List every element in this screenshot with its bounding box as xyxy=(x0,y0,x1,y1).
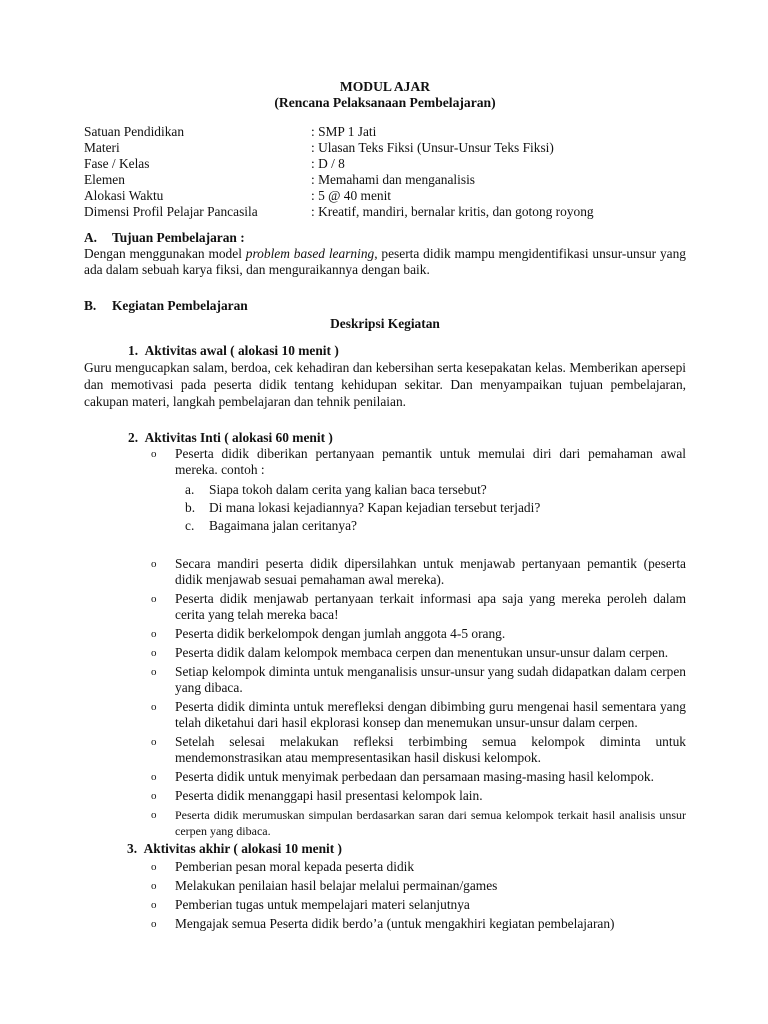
question-item xyxy=(84,517,686,535)
activity-core-steps xyxy=(84,556,686,839)
list-item-text: Pemberian pesan moral kepada peserta didik xyxy=(175,859,415,874)
list-item-text: Setiap kelompok diminta untuk menganalisis unsur-unsur yang sudah didapatkan dalam cerpen yang dibaca. xyxy=(175,664,686,695)
question-item xyxy=(84,499,686,517)
document-title: MODUL AJAR xyxy=(339,79,431,94)
activity-core-heading xyxy=(84,430,686,446)
activity-opening-text: Guru mengucapkan salam, berdoa, cek kehadiran dan kebersihan serta kesepakatan kelas. Memberikan apersepi dan memotivasi pada peserta didik tentang kehidupan sekitar. Dan menyampaikan tujuan pembelajaran, cakupan materi, langkah pembelajaran dan tehnik penilaian. xyxy=(84,360,686,409)
list-item xyxy=(84,769,686,785)
list-item-text: Secara mandiri peserta didik dipersilahkan untuk menjawab pertanyaan pemantik (peserta didik menjawab sesuai pemahaman awal mereka). xyxy=(175,556,686,587)
info-row xyxy=(84,156,686,172)
section-b-title: Kegiatan Pembelajaran xyxy=(112,298,248,313)
list-item-text: Peserta didik menanggapi hasil presentasi kelompok lain. xyxy=(175,788,483,803)
info-row xyxy=(84,204,686,220)
activity-closing-heading xyxy=(84,841,686,857)
bullet-icon: o xyxy=(151,736,157,748)
bullet-icon: o xyxy=(151,790,157,802)
question-mark: a. xyxy=(185,482,195,497)
section-a-text xyxy=(84,246,686,278)
info-value: : 5 @ 40 menit xyxy=(311,188,392,203)
info-value: : Ulasan Teks Fiksi (Unsur-Unsur Teks Fiksi) xyxy=(311,140,554,155)
bullet-icon: o xyxy=(151,771,157,783)
list-item xyxy=(84,645,686,661)
list-item-text: Peserta didik dalam kelompok membaca cerpen dan menentukan unsur-unsur dalam cerpen. xyxy=(175,645,669,660)
question-text: Siapa tokoh dalam cerita yang kalian baca tersebut? xyxy=(209,482,487,497)
info-value: : D / 8 xyxy=(311,156,345,171)
info-label: Fase / Kelas xyxy=(84,156,150,171)
description-title: Deskripsi Kegiatan xyxy=(330,316,440,331)
bullet-icon: o xyxy=(151,628,157,640)
activity-opening-heading xyxy=(84,343,686,359)
activity-closing-title: Aktivitas akhir ( alokasi 10 menit ) xyxy=(143,841,343,856)
activity-core-list xyxy=(84,446,686,478)
section-a-heading xyxy=(84,230,686,246)
list-item-text: Peserta didik menjawab pertanyaan terkait informasi apa saja yang mereka peroleh dalam cerita yang telah mereka baca! xyxy=(175,591,686,622)
list-item-text: Peserta didik merumuskan simpulan berdasarkan saran dari semua kelompok terkait hasil analisis unsur cerpen yang dibaca. xyxy=(175,808,686,838)
list-item-text: Peserta didik untuk menyimak perbedaan dan persamaan masing-masing hasil kelompok. xyxy=(175,769,654,784)
list-item xyxy=(84,788,686,804)
list-item-text: Pemberian tugas untuk mempelajari materi selanjutnya xyxy=(175,897,470,912)
info-row xyxy=(84,172,686,188)
identity-table xyxy=(84,124,686,220)
document-subtitle: (Rencana Pelaksanaan Pembelajaran) xyxy=(274,95,496,110)
question-text: Bagaimana jalan ceritanya? xyxy=(209,518,357,533)
list-item xyxy=(84,897,686,913)
list-item xyxy=(84,446,686,478)
question-mark: c. xyxy=(185,518,195,533)
list-item xyxy=(84,556,686,588)
list-item xyxy=(84,916,686,932)
activity-opening-title: Aktivitas awal ( alokasi 10 menit ) xyxy=(144,343,339,358)
question-text: Di mana lokasi kejadiannya? Kapan kejadian tersebut terjadi? xyxy=(209,500,541,515)
bullet-icon: o xyxy=(151,809,157,821)
list-item-text: Mengajak semua Peserta didik berdo’a (untuk mengakhiri kegiatan pembelajaran) xyxy=(175,916,615,931)
section-a-title: Tujuan Pembelajaran : xyxy=(112,230,245,245)
bullet-icon: o xyxy=(151,593,157,605)
info-label: Dimensi Profil Pelajar Pancasila xyxy=(84,204,258,219)
list-item-text: Peserta didik diberikan pertanyaan pemantik untuk memulai diri dari pemahaman awal mereka. contoh : xyxy=(175,446,686,477)
section-b-heading xyxy=(84,298,686,314)
activity-number: 1. xyxy=(128,343,139,358)
bullet-icon: o xyxy=(151,647,157,659)
list-item xyxy=(84,699,686,731)
list-item xyxy=(84,878,686,894)
info-label: Elemen xyxy=(84,172,125,187)
activity-closing-list xyxy=(84,859,686,932)
section-a-text-italic: problem based learning xyxy=(245,246,375,261)
bullet-icon: o xyxy=(151,899,157,911)
list-item xyxy=(84,664,686,696)
bullet-icon: o xyxy=(151,861,157,873)
question-mark: b. xyxy=(185,500,196,515)
info-value: : Memahami dan menganalisis xyxy=(311,172,475,187)
list-item xyxy=(84,734,686,766)
list-item-text: Melakukan penilaian hasil belajar melalui permainan/games xyxy=(175,878,498,893)
activity-number: 2. xyxy=(128,430,139,445)
list-item-text: Peserta didik berkelompok dengan jumlah anggota 4-5 orang. xyxy=(175,626,506,641)
activity-core-title: Aktivitas Inti ( alokasi 60 menit ) xyxy=(144,430,333,445)
bullet-icon: o xyxy=(151,880,157,892)
bullet-icon: o xyxy=(151,448,157,460)
section-b-letter: B. xyxy=(84,298,97,313)
info-label: Satuan Pendidikan xyxy=(84,124,185,139)
list-item xyxy=(84,591,686,623)
info-row xyxy=(84,124,686,140)
info-value: : SMP 1 Jati xyxy=(311,124,377,139)
list-item xyxy=(84,859,686,875)
list-item-text: Peserta didik diminta untuk merefleksi dengan dibimbing guru mengenai hasil sementara yang telah diketahui dari hasil ekplorasi konsep dan menemukan unsur-unsur dalam cerpen. xyxy=(175,699,686,730)
bullet-icon: o xyxy=(151,918,157,930)
bullet-icon: o xyxy=(151,666,157,678)
guiding-questions xyxy=(84,481,686,535)
info-label: Materi xyxy=(84,140,120,155)
bullet-icon: o xyxy=(151,558,157,570)
info-row xyxy=(84,140,686,156)
document-page xyxy=(84,79,686,932)
section-a-text-start: Dengan menggunakan model xyxy=(84,246,246,261)
list-item xyxy=(84,626,686,642)
bullet-icon: o xyxy=(151,701,157,713)
section-a-text-end: , peserta didik mampu mengidentifikasi unsur-unsur yang ada dalam sebuah karya fiksi, dan menguraikannya dengan baik. xyxy=(84,246,686,277)
info-value: : Kreatif, mandiri, bernalar kritis, dan gotong royong xyxy=(311,204,594,219)
info-row xyxy=(84,188,686,204)
activity-number: 3. xyxy=(127,841,138,856)
list-item xyxy=(84,807,686,839)
section-a-letter: A. xyxy=(84,230,98,245)
question-item xyxy=(84,481,686,499)
list-item-text: Setelah selesai melakukan refleksi terbimbing semua kelompok diminta untuk mendemonstrasikan atau mempresentasikan hasil diskusi kelompok. xyxy=(175,734,686,765)
info-label: Alokasi Waktu xyxy=(84,188,164,203)
